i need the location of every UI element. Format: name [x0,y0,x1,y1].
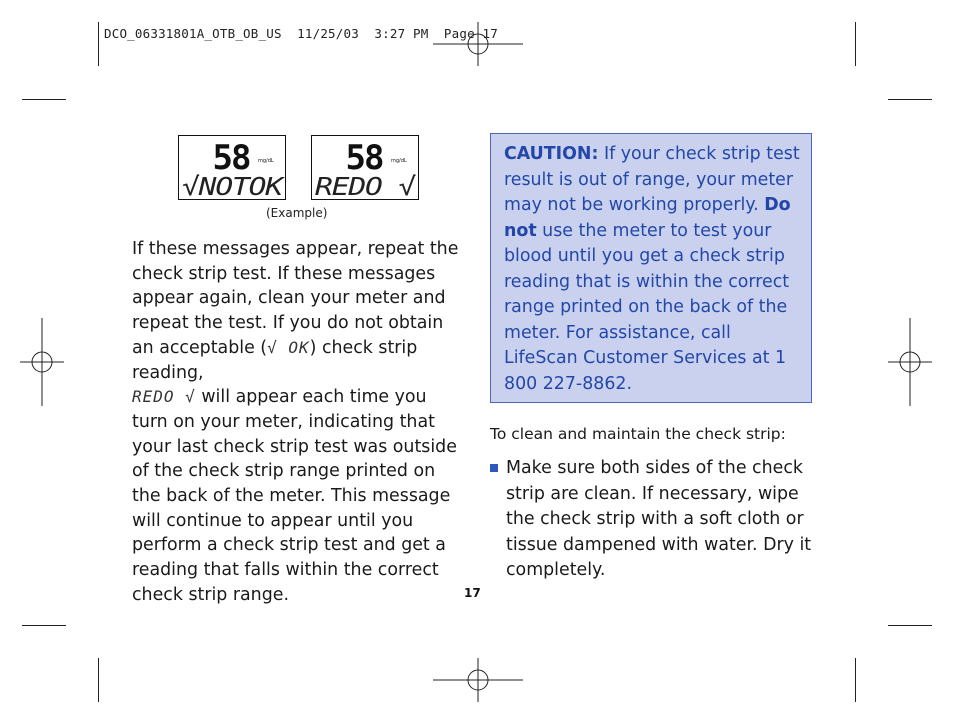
meter-display-not-ok [178,135,286,200]
registration-mark-icon [433,658,523,702]
bullet-square-icon [490,464,498,472]
crop-mark [22,625,66,626]
caution-label: CAUTION: [504,144,599,164]
page-number: 17 [464,586,481,600]
ok-symbol: √ OK [267,337,310,357]
display-message: REDO √ [315,172,417,199]
caution-emphasis: Do not [504,195,791,241]
crop-mark [98,22,99,66]
display-unit: mg/dL [391,158,407,164]
crop-mark [888,625,932,626]
registration-mark-icon [20,318,64,406]
redo-symbol: REDO √ [132,387,196,407]
bullet-text: Make sure both sides of the check strip are clean. If necessary, wipe the check strip with a soft cloth or tissue dampened with water. Dry it completely. [506,458,812,580]
instruction-paragraph [132,237,467,608]
display-unit: mg/dL [258,158,274,164]
crop-mark [22,99,66,100]
caution-text: If your check strip test result is out of range, your meter may not be working properly. [504,144,800,215]
crop-mark [855,658,856,702]
crop-mark [855,22,856,66]
caution-box [490,133,812,403]
crop-mark [98,658,99,702]
paragraph-text: will appear each time you turn on your meter, indicating that your last check strip test was outside of the check strip range printed on the back of the meter. This message will continue to appear until you perform a check strip test and get a reading that falls within the correct check strip range. [132,387,457,605]
registration-mark-icon [433,22,523,66]
caution-text: use the meter to test your blood until you get a check strip reading that is within the correct range printed on the back of the meter. For assistance, call LifeScan Customer Services at 1 800 227-8862. [504,220,790,394]
display-reading: 58 [212,138,250,178]
clean-instructions-heading: To clean and maintain the check strip: [490,425,786,443]
paragraph-text: If these messages appear, repeat the check strip test. If these messages appear again, clean your meter and repeat the test. If you do not obtain an acceptable ( [132,239,459,358]
display-reading: 58 [345,138,383,178]
list-item [490,456,820,584]
example-caption: (Example) [266,206,328,220]
meter-display-redo [311,135,419,200]
paragraph-text: ) check strip reading, [132,337,418,383]
registration-mark-icon [888,318,932,406]
print-slug: DCO_06331801A_OTB_OB_US 11/25/03 3:27 PM Page 17 [104,26,499,41]
crop-mark [888,99,932,100]
display-message: √NOTOK [182,172,285,199]
